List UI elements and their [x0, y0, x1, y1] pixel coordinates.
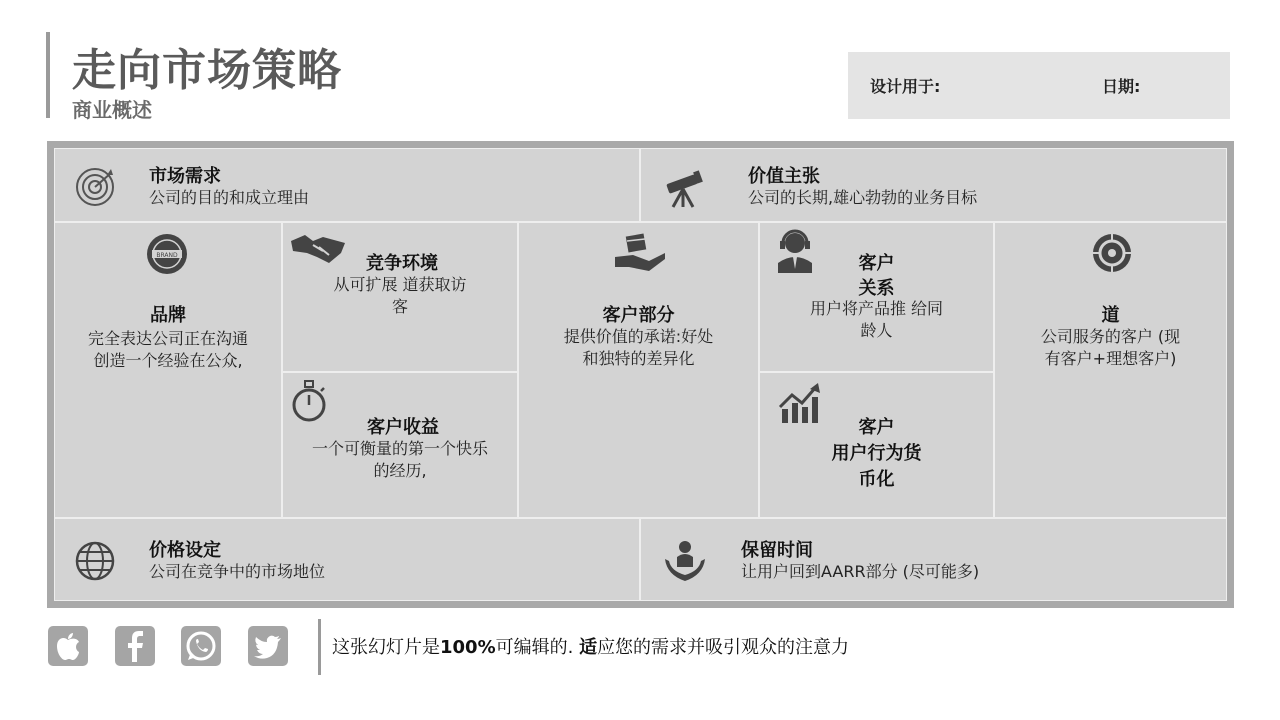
- svg-text:BRAND: BRAND: [156, 252, 178, 259]
- value-proposition-title: 价值主张: [748, 166, 820, 187]
- handshake-icon: [289, 231, 347, 267]
- footer-text-1: 这张幻灯片是: [332, 637, 440, 658]
- brand-desc-line1: 完全表达公司正在沟通: [87, 329, 248, 348]
- cell-retention: [640, 518, 1227, 601]
- footer-accent-bar: [318, 619, 321, 675]
- value-proposition-desc: 公司的长期,雄心勃勃的业务目标: [748, 188, 978, 207]
- hand-box-icon: [613, 231, 667, 273]
- customer-benefit-desc-line1: 一个可衡量的第一个快乐: [311, 439, 488, 458]
- customer-segment-title: 客户部分: [602, 305, 675, 326]
- designed-for-label: 设计用于:: [870, 77, 941, 96]
- cell-channel: [994, 222, 1227, 518]
- channel-desc-line2: 有客户+理想客户): [1044, 349, 1177, 368]
- cell-brand: [54, 222, 282, 518]
- brand-title: 品牌: [150, 305, 186, 326]
- customer-benefit-title: 客户收益: [367, 417, 439, 438]
- monetization-title-line2: 用户行为货: [831, 443, 922, 464]
- market-need-desc: 公司的目的和成立理由: [149, 188, 310, 207]
- cell-pricing: [54, 518, 640, 601]
- customer-relationship-desc-line1: 用户将产品推 给同: [809, 299, 944, 318]
- monetization-title-line1: 客户: [858, 417, 895, 438]
- person-hands-icon: [663, 537, 707, 583]
- footer-text-3: 可编辑的.: [495, 637, 580, 658]
- customer-relationship-desc-line2: 龄人: [860, 321, 893, 340]
- competition-desc-line1: 从可扩展 道获取访: [333, 275, 467, 294]
- brand-desc-line2: 创造一个经验在公众,: [93, 351, 243, 370]
- customer-relationship-title-line2: 关系: [858, 278, 895, 299]
- twitter-icon[interactable]: [248, 626, 288, 666]
- meta-box: [848, 52, 1230, 119]
- cell-market-need: [54, 148, 640, 222]
- apple-icon[interactable]: [48, 626, 88, 666]
- market-need-title: 市场需求: [149, 166, 221, 187]
- cell-competition: [282, 222, 518, 372]
- whatsapp-icon[interactable]: [181, 626, 221, 666]
- page-title: 走向市场策略: [72, 45, 342, 96]
- competition-title: 竞争环境: [366, 253, 438, 274]
- cell-customer-segment: [518, 222, 759, 518]
- customer-relationship-title-line1: 客户: [858, 253, 895, 274]
- monetization-title-line3: 币化: [858, 469, 895, 490]
- telescope-icon: [661, 165, 707, 211]
- crosshair-icon: [1092, 233, 1132, 273]
- target-icon: [75, 167, 115, 207]
- footer-text-2: 100%: [440, 637, 496, 658]
- date-label: 日期:: [1102, 77, 1141, 96]
- footer-text-5: 应您的需求并吸引观众的注意力: [597, 637, 850, 658]
- channel-title: 道: [1101, 305, 1120, 326]
- customer-segment-desc-line1: 提供价值的承诺:好处: [563, 327, 714, 346]
- customer-segment-desc-line2: 和独特的差异化: [582, 349, 695, 368]
- channel-desc-line1: 公司服务的客户 (现: [1040, 327, 1181, 346]
- cell-customer-relationship: [759, 222, 994, 372]
- brand-badge-icon: [146, 233, 188, 275]
- footer-text-4: 适: [579, 637, 598, 658]
- globe-icon: [75, 541, 115, 581]
- facebook-icon[interactable]: [115, 626, 155, 666]
- page-subtitle: 商业概述: [72, 98, 152, 122]
- retention-desc: 让用户回到AARR部分 (尽可能多): [741, 562, 980, 581]
- footer-note: [332, 633, 849, 659]
- business-canvas: [47, 141, 1234, 608]
- competition-desc-line2: 客: [391, 297, 408, 316]
- cell-monetization: [759, 372, 994, 518]
- cell-value-proposition: [640, 148, 1227, 222]
- pricing-desc: 公司在竞争中的市场地位: [149, 562, 326, 581]
- pricing-title: 价格设定: [149, 540, 221, 561]
- customer-benefit-desc-line2: 的经历,: [373, 461, 427, 480]
- retention-title: 保留时间: [741, 540, 813, 561]
- title-accent-bar: [46, 32, 50, 118]
- cell-customer-benefit: [282, 372, 518, 518]
- stopwatch-icon: [291, 379, 327, 423]
